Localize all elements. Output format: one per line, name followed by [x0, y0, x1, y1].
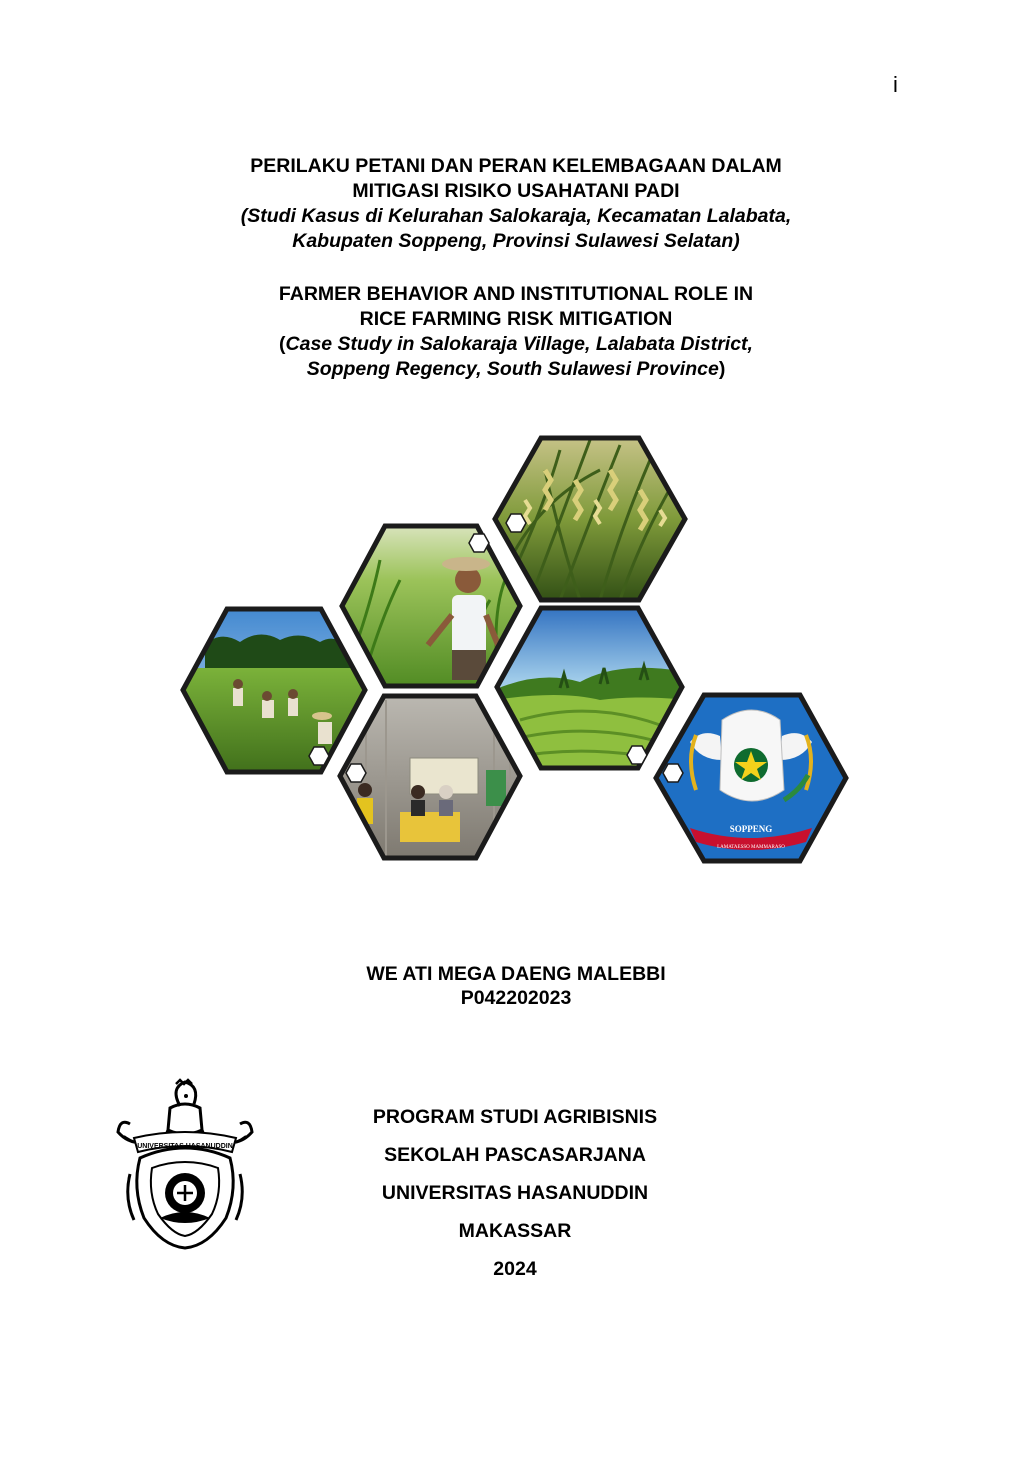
author-block — [0, 962, 1032, 1010]
soppeng-emblem — [656, 695, 846, 861]
small-hexagon — [346, 764, 366, 782]
author-name: WE ATI MEGA DAENG MALEBBI — [366, 963, 666, 985]
title-id-line1: PERILAKU PETANI DAN PERAN KELEMBAGAAN DALAM — [250, 155, 782, 177]
year: 2024 — [493, 1258, 537, 1280]
farm-workers-photo — [180, 604, 370, 776]
title-id-subtitle-line2: Kabupaten Soppeng, Provinsi Sulawesi Selatan) — [292, 230, 740, 252]
close-paren: ) — [718, 358, 726, 380]
university-logo-text: UNIVERSITAS HASANUDDIN — [137, 1143, 233, 1150]
page-number: i — [893, 72, 898, 97]
student-id: P042202023 — [460, 987, 572, 1009]
title-en-subtitle-text2: Soppeng Regency, South Sulawesi Province — [306, 358, 719, 380]
title-id-subtitle-line1: (Studi Kasus di Kelurahan Salokaraja, Kecamatan Lalabata, — [240, 205, 792, 227]
emblem-motto: LAMATAESSO MAMMARASO — [717, 845, 785, 850]
university-logo — [110, 1078, 260, 1253]
small-hexagon — [309, 747, 329, 765]
city-name: MAKASSAR — [458, 1220, 572, 1242]
school-name: SEKOLAH PASCASARJANA — [384, 1144, 646, 1166]
title-id-line2: MITIGASI RISIKO USAHATANI PADI — [352, 180, 680, 202]
program-name: PROGRAM STUDI AGRIBISNIS — [372, 1106, 658, 1128]
institution-block — [300, 1098, 730, 1288]
terraced-fields-photo — [494, 604, 686, 772]
title-en-line2: RICE FARMING RISK MITIGATION — [359, 308, 673, 330]
open-paren: ( — [279, 333, 286, 355]
title-en-line1: FARMER BEHAVIOR AND INSTITUTIONAL ROLE IN — [278, 283, 754, 305]
small-hexagon — [469, 534, 489, 552]
university-name: UNIVERSITAS HASANUDDIN — [381, 1182, 649, 1204]
small-hexagon — [627, 746, 647, 764]
small-hexagon — [663, 764, 683, 782]
small-hexagon — [506, 514, 526, 532]
farmer-in-field-photo — [338, 520, 524, 690]
title-en-subtitle-text1: Case Study in Salokaraja Village, Lalabata District, — [285, 333, 753, 355]
emblem-banner: SOPPENG — [729, 824, 773, 834]
